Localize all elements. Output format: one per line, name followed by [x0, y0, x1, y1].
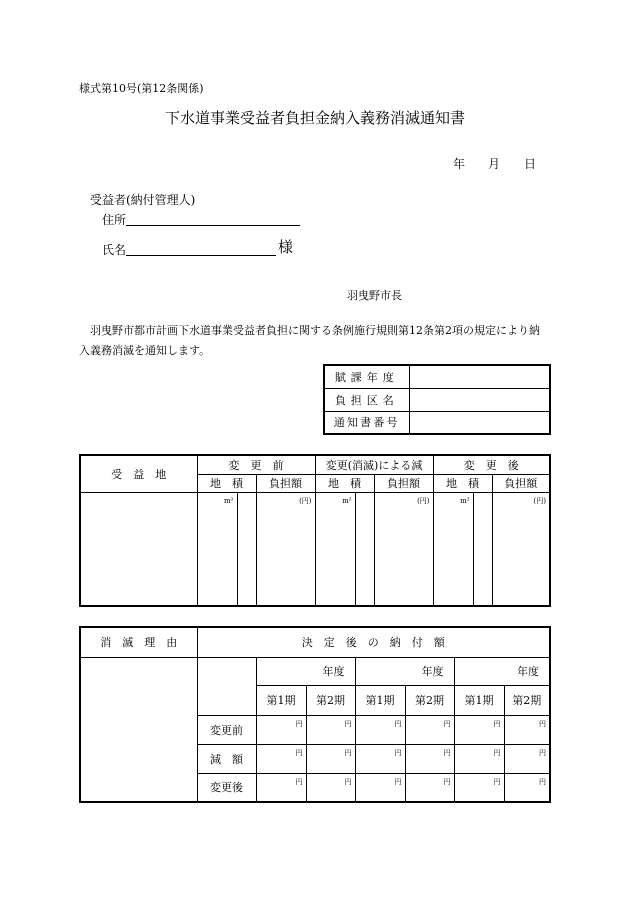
body-text: 羽曳野市都市計画下水道事業受益者負担に関する条例施行規則第12条第2項の規定により納入義務消滅を通知します。: [79, 324, 540, 357]
sub-area-header: 地 積: [433, 474, 492, 492]
area-sub-cell[interactable]: [473, 492, 492, 606]
amount-cell[interactable]: [454, 773, 504, 802]
amount-cell[interactable]: [256, 744, 306, 773]
unit-yen: (円): [417, 496, 430, 505]
info-label-tax-year: 賦課年度: [324, 365, 409, 388]
area-cell-after[interactable]: [433, 492, 473, 606]
sub-amount-header: 負担額: [256, 474, 315, 492]
date-year-label: 年: [453, 157, 466, 171]
group-after-header: 変 更 後: [433, 455, 550, 474]
name-label: 氏名: [102, 243, 127, 257]
payment-header: 決 定 後 の 納 付 額: [197, 627, 550, 657]
period-2-header: 第2期: [504, 685, 550, 715]
honorific: 様: [278, 238, 294, 256]
info-label-district: 負担区名: [324, 388, 409, 411]
unit-yen: 円: [394, 777, 402, 786]
amount-cell[interactable]: [504, 773, 550, 802]
unit-yen: 円: [493, 777, 501, 786]
unit-yen: 円: [344, 748, 352, 757]
fiscal-year-2[interactable]: 年度: [355, 657, 454, 685]
unit-yen: 円: [295, 777, 303, 786]
reason-cell[interactable]: [80, 657, 197, 802]
amount-cell[interactable]: [256, 773, 306, 802]
blank-corner-cell: [197, 657, 256, 715]
amount-cell[interactable]: [405, 744, 454, 773]
address-underline[interactable]: [126, 225, 300, 226]
info-row: [324, 365, 550, 388]
unit-yen: 円: [493, 748, 501, 757]
amount-cell[interactable]: [405, 773, 454, 802]
period-1-header: 第1期: [454, 685, 504, 715]
land-cell[interactable]: [80, 492, 197, 606]
unit-yen: 円: [344, 719, 352, 728]
fiscal-year-3[interactable]: 年度: [454, 657, 550, 685]
sub-area-header: 地 積: [315, 474, 374, 492]
unit-yen: 円: [344, 777, 352, 786]
unit-yen: 円: [443, 777, 451, 786]
unit-yen: 円: [539, 748, 546, 757]
amount-cell[interactable]: [504, 744, 550, 773]
amount-cell[interactable]: [306, 715, 355, 744]
amount-cell[interactable]: [454, 715, 504, 744]
amount-cell[interactable]: [405, 715, 454, 744]
info-table: [323, 364, 551, 435]
sub-amount-header: 負担額: [374, 474, 433, 492]
issuer-name: 羽曳野市長: [347, 289, 402, 302]
unit-yen: 円: [539, 777, 546, 786]
info-row: [324, 388, 550, 411]
area-cell-before[interactable]: [197, 492, 237, 606]
amount-cell[interactable]: [355, 773, 405, 802]
amount-cell[interactable]: [355, 744, 405, 773]
fiscal-year-1[interactable]: 年度: [256, 657, 355, 685]
form-number: 様式第10号(第12条関係): [79, 82, 204, 95]
date-month-label: 月: [488, 157, 501, 171]
land-col-header: 受 益 地: [80, 455, 197, 492]
unit-m2: m²: [224, 496, 234, 505]
info-value-district[interactable]: [409, 388, 550, 411]
group-reduction-header: 変更(消滅)による減: [315, 455, 433, 474]
area-sub-cell[interactable]: [355, 492, 374, 606]
unit-yen: 円: [295, 748, 303, 757]
info-label-notice-no: 通知書番号: [324, 411, 409, 434]
sub-amount-header: 負担額: [492, 474, 550, 492]
beneficiary-label: 受益者(納付管理人): [90, 193, 196, 207]
unit-yen: 円: [295, 719, 303, 728]
amount-cell[interactable]: [306, 744, 355, 773]
group-before-header: 変 更 前: [197, 455, 315, 474]
sub-area-header: 地 積: [197, 474, 256, 492]
row-label-reduction: 減 額: [197, 744, 256, 773]
period-2-header: 第2期: [306, 685, 355, 715]
info-value-notice-no[interactable]: [409, 411, 550, 434]
amount-cell[interactable]: [256, 715, 306, 744]
name-underline[interactable]: [126, 255, 276, 256]
unit-yen: (円): [533, 496, 546, 505]
land-table: [79, 454, 551, 607]
amount-cell-before[interactable]: [256, 492, 315, 606]
period-2-header: 第2期: [405, 685, 454, 715]
unit-yen: 円: [443, 748, 451, 757]
unit-yen: 円: [539, 719, 546, 728]
amount-cell[interactable]: [504, 715, 550, 744]
unit-yen: 円: [493, 719, 501, 728]
amount-cell[interactable]: [306, 773, 355, 802]
amount-cell-reduction[interactable]: [374, 492, 433, 606]
row-label-before: 変更前: [197, 715, 256, 744]
period-1-header: 第1期: [256, 685, 306, 715]
info-row: [324, 411, 550, 434]
amount-cell[interactable]: [454, 744, 504, 773]
date-day-label: 日: [524, 157, 537, 171]
period-1-header: 第1期: [355, 685, 405, 715]
row-label-after: 変更後: [197, 773, 256, 802]
amount-cell-after[interactable]: [492, 492, 550, 606]
unit-yen: 円: [443, 719, 451, 728]
area-sub-cell[interactable]: [237, 492, 256, 606]
payment-table: [79, 626, 551, 803]
unit-m2: m²: [342, 496, 352, 505]
amount-cell[interactable]: [355, 715, 405, 744]
area-cell-reduction[interactable]: [315, 492, 355, 606]
unit-yen: 円: [394, 748, 402, 757]
unit-m2: m²: [460, 496, 470, 505]
page-title: 下水道事業受益者負担金納入義務消滅通知書: [164, 109, 465, 127]
unit-yen: 円: [394, 719, 402, 728]
reason-header: 消 滅 理 由: [80, 627, 197, 657]
address-label: 住所: [102, 213, 127, 227]
info-value-tax-year[interactable]: [409, 365, 550, 388]
unit-yen: (円): [299, 496, 312, 505]
